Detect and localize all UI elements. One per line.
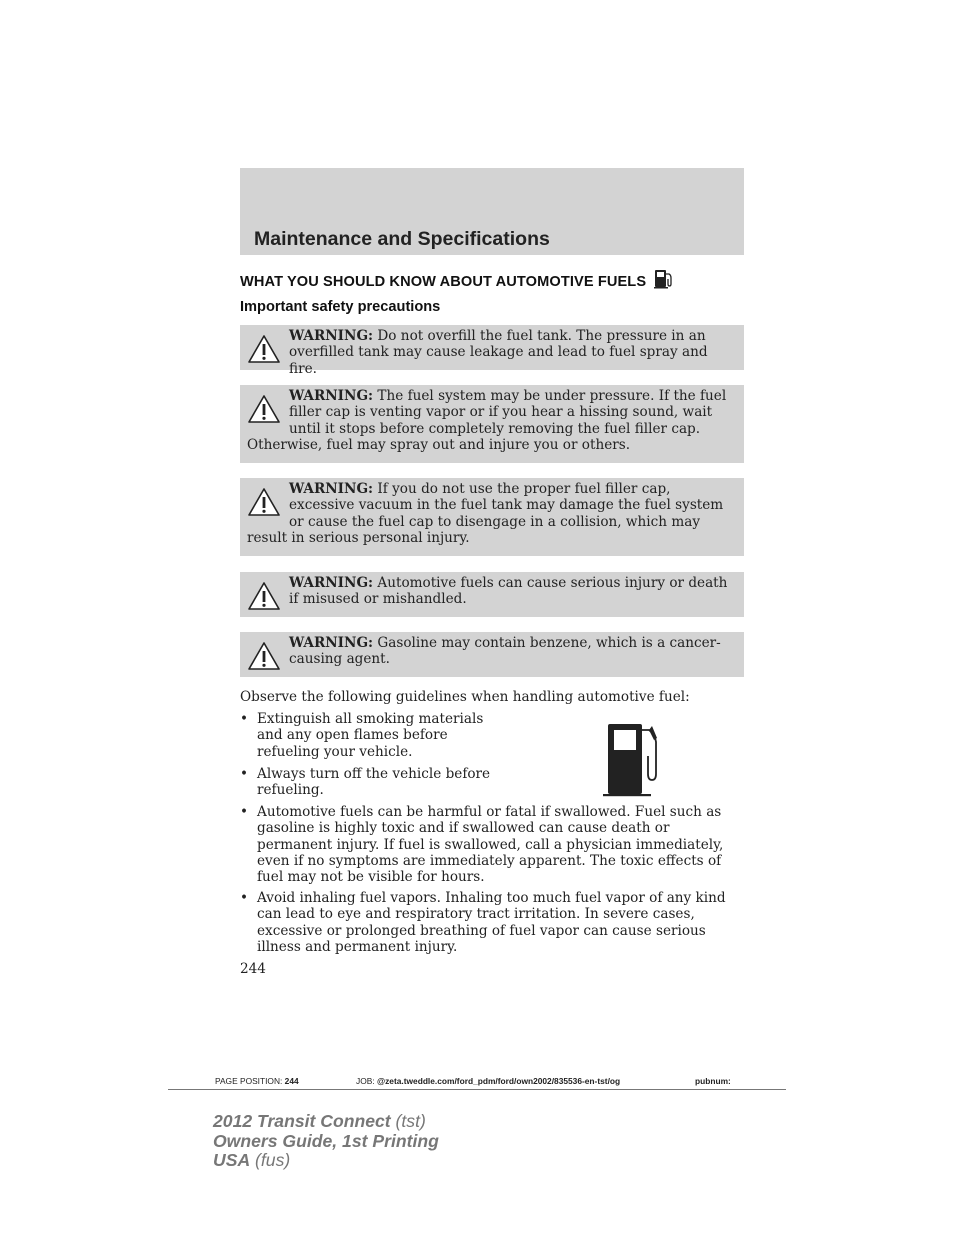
pubnum-label: pubnum: [695, 1076, 731, 1086]
book-line-2 [213, 1132, 439, 1152]
warning-label: WARNING: [289, 328, 374, 344]
job-value: @zeta.tweddle.com/ford_pdm/ford/own2002/835536-en-tst/og [376, 1076, 621, 1086]
list-item [240, 890, 744, 955]
warning-triangle-icon [247, 394, 281, 424]
list-item-text: Avoid inhaling fuel vapors. Inhaling too much fuel vapor of any kind can lead to eye and respiratory tract irritation. In severe cases, excessive or prolonged breathing of fuel vapor can cause serious illness and permanent injury. [257, 890, 726, 955]
subsection-heading: Important safety precautions [240, 299, 441, 315]
bullet-dot: • [240, 890, 249, 906]
book-market: USA [213, 1150, 251, 1171]
warning-box-4 [240, 572, 744, 617]
page-position-value: 244 [284, 1076, 299, 1086]
warning-text: If you do not use the proper fuel filler cap, excessive vacuum in the fuel tank may damage the fuel system or cause the fuel cap to disengage in a collision, which may result in serious personal injury. [247, 481, 724, 547]
page-number: 244 [240, 961, 266, 977]
warning-label: WARNING: [289, 635, 374, 651]
book-line-1 [213, 1112, 439, 1132]
warning-box-3 [240, 478, 744, 556]
page-heading-text: WHAT YOU SHOULD KNOW ABOUT AUTOMOTIVE FUELS [240, 274, 647, 290]
bullet-dot: • [240, 711, 249, 727]
book-edition: Owners Guide, 1st Printing [213, 1130, 439, 1151]
page-position-meta [215, 1076, 299, 1086]
warning-text: Gasoline may contain benzene, which is a cancer-causing agent. [289, 635, 721, 668]
bullet-dot: • [240, 766, 249, 782]
section-header-band [240, 168, 744, 255]
book-identification [213, 1112, 439, 1171]
warning-box-1 [240, 325, 744, 377]
warning-label: WARNING: [289, 388, 374, 404]
book-market-code: (fus) [255, 1150, 291, 1171]
page-heading [240, 269, 674, 293]
list-item [240, 711, 498, 760]
list-item-text: Automotive fuels can be harmful or fatal if swallowed. Fuel such as gasoline is highly toxic and if swallowed can cause death or permanent injury. If fuel is swallowed, call a physician immediately, even if no symptoms are immediately apparent. The toxic effects of fuel may not be visible for hours. [257, 804, 724, 886]
warning-triangle-icon [247, 487, 281, 517]
warning-text: Automotive fuels can cause serious injury or death if misused or mishandled. [289, 575, 728, 608]
book-line-3 [213, 1151, 439, 1171]
warning-label: WARNING: [289, 575, 374, 591]
warning-box-5 [240, 632, 744, 677]
bullet-dot: • [240, 804, 249, 820]
footer-divider [168, 1089, 786, 1090]
warning-triangle-icon [247, 581, 281, 611]
list-item [240, 804, 738, 885]
list-item-text: Always turn off the vehicle before refueling. [257, 766, 491, 799]
section-title: Maintenance and Specifications [254, 228, 550, 250]
warning-text: The fuel system may be under pressure. If the fuel filler cap is venting vapor or if you hear a hissing sound, wait until it stops before completely removing the fuel filler cap. Otherwise, fuel may spray out and injure you or others. [247, 388, 727, 454]
fuel-pump-icon [654, 269, 674, 293]
book-model-code: (tst) [395, 1111, 426, 1131]
pubnum-meta [695, 1076, 731, 1086]
job-meta [356, 1076, 620, 1086]
warning-label: WARNING: [289, 481, 374, 497]
intro-paragraph: Observe the following guidelines when handling automotive fuel: [240, 689, 690, 705]
warning-triangle-icon [247, 641, 281, 671]
list-item-text: Extinguish all smoking materials and any open flames before refueling your vehicle. [257, 711, 484, 760]
fuel-pump-icon [600, 722, 664, 798]
warning-triangle-icon [247, 334, 281, 364]
page-position-label: PAGE POSITION: [215, 1076, 283, 1086]
warning-box-2 [240, 385, 744, 463]
job-label: JOB: [356, 1076, 375, 1086]
book-model: 2012 Transit Connect [213, 1111, 391, 1131]
warning-text: Do not overfill the fuel tank. The pressure in an overfilled tank may cause leakage and lead to fuel spray and fire. [289, 328, 708, 377]
list-item [240, 766, 498, 799]
